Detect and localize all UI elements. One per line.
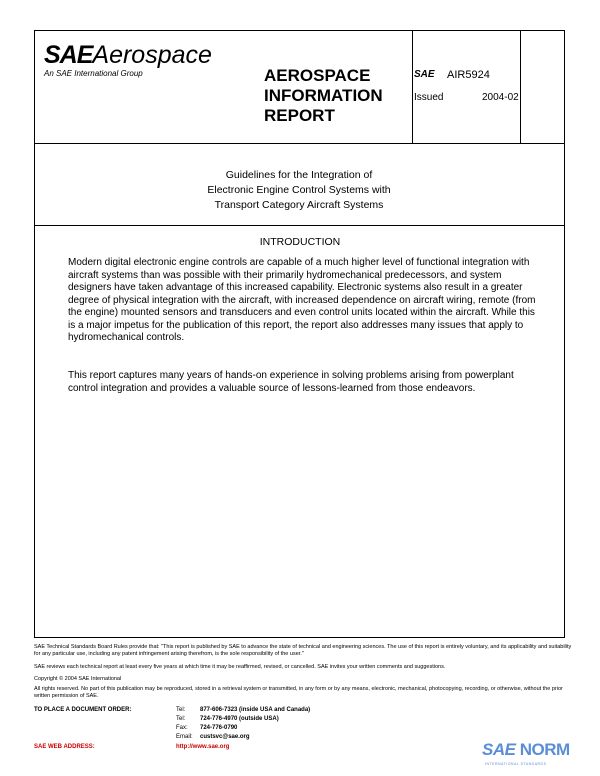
web-address-label: SAE WEB ADDRESS:	[34, 744, 95, 750]
contact-email[interactable]: custsvc@sae.org	[200, 734, 250, 740]
contact-label: Email:	[176, 734, 193, 740]
body-paragraph: This report captures many years of hands-on experience in solving problems arising from powerplant control integration and provides a valuable source of lessons-learned from those endeavors.	[68, 370, 514, 394]
title-line: Electronic Engine Control Systems with	[207, 184, 391, 196]
introduction-heading: INTRODUCTION	[259, 236, 341, 248]
footer-review: SAE reviews each technical report at least every five years at which time it may be reaffirmed, revised, or cancelled. SAE invites your written comments and suggestions.	[34, 664, 446, 670]
document-title	[160, 168, 438, 213]
sae-mark: SAE	[414, 69, 435, 80]
footer-copyright: Copyright © 2004 SAE International	[34, 676, 122, 682]
sae-norm-watermark	[482, 740, 570, 760]
document-number: AIR5924	[447, 69, 490, 81]
web-address-link[interactable]: http://www.sae.org	[176, 744, 230, 750]
title-line: Guidelines for the Integration of	[225, 169, 373, 181]
order-label: TO PLACE A DOCUMENT ORDER:	[34, 707, 132, 713]
body-paragraph: Modern digital electronic engine controls are capable of a much higher level of functional integration with aircraft systems than was possible with their primarily hydromechanical predecessors, and system designers have taken advantage of this increased capability. Electronic systems also result in a greater degree of physical integration with the aircraft, with increased dependence on aircraft wiring, remote (from the engine) mounted sensors and transducers and even control units located within the aircraft. While this is a major impetus for the publication of this report, the report also addresses many issues that apply to hydromechanical controls.	[68, 257, 536, 343]
doc-type-line: AEROSPACE	[264, 66, 371, 85]
contact-label: Fax:	[176, 725, 188, 731]
header-column-divider	[412, 30, 413, 143]
sae-aerospace-logo	[44, 42, 212, 78]
contact-value: 877-606-7323 (inside USA and Canada)	[200, 707, 311, 713]
watermark-tagline: INTERNATIONAL STANDARDS	[485, 762, 547, 766]
contact-label: Tel:	[176, 707, 186, 713]
header-right-divider	[520, 30, 521, 143]
doc-type-line: INFORMATION	[264, 86, 383, 105]
header-divider	[34, 143, 565, 144]
logo-sae: SAE	[44, 41, 93, 69]
document-type	[264, 66, 383, 126]
contact-label: Tel:	[176, 716, 186, 722]
watermark-norm: NORM	[515, 740, 570, 759]
contact-value: 724-776-0790	[200, 725, 238, 731]
doc-type-line: REPORT	[264, 106, 335, 125]
issued-label: Issued	[414, 92, 444, 103]
title-divider	[34, 225, 565, 226]
issued-date: 2004-02	[482, 92, 519, 103]
logo-tagline: An SAE International Group	[44, 69, 143, 78]
contact-value: 724-776-4970 (outside USA)	[200, 716, 279, 722]
footer-rules: SAE Technical Standards Board Rules provide that: "This report is published by SAE to advance the state of technical and engineering sciences. The use of this report is entirely voluntary, and its applicability and suitability for any particular use, including any patent infringement arising therefrom, is the sole responsibility of the user."	[34, 644, 572, 657]
logo-aerospace: Aerospace	[92, 41, 212, 69]
title-line: Transport Category Aircraft Systems	[214, 199, 384, 211]
watermark-sae: SAE	[482, 740, 516, 759]
footer-rights: All rights reserved. No part of this publication may be reproduced, stored in a retrieval system or transmitted, in any form or by any means, electronic, mechanical, photocopying, recording, or otherwise, without the prior written permission of SAE.	[34, 686, 563, 699]
